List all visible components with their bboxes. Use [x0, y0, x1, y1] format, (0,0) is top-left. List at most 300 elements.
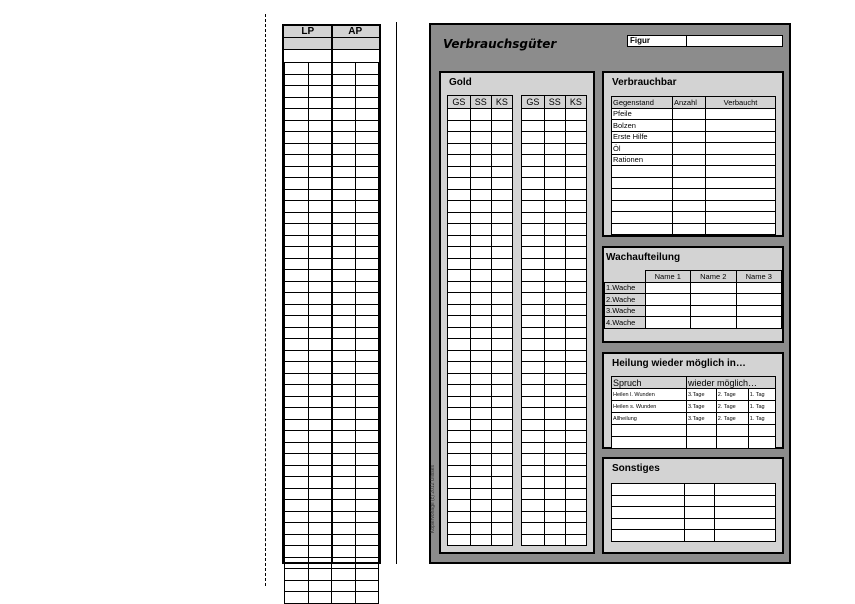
gold-cell[interactable]: [522, 293, 545, 305]
wache-name-cell[interactable]: [691, 294, 737, 306]
sonstiges-cell[interactable]: [715, 518, 776, 530]
tracker-cell[interactable]: [308, 258, 332, 270]
gold-cell[interactable]: [522, 316, 545, 328]
tracker-cell[interactable]: [308, 350, 332, 362]
gold-cell[interactable]: [544, 281, 565, 293]
gold-cell[interactable]: [448, 270, 471, 282]
tracker-cell[interactable]: [332, 201, 356, 213]
tracker-cell[interactable]: [308, 120, 332, 132]
wache-name-cell[interactable]: [736, 305, 782, 317]
tracker-cell[interactable]: [285, 155, 309, 167]
tracker-cell[interactable]: [332, 477, 356, 489]
tracker-cell[interactable]: [355, 212, 379, 224]
gold-cell[interactable]: [491, 396, 512, 408]
gold-cell[interactable]: [491, 270, 512, 282]
gold-cell[interactable]: [448, 500, 471, 512]
tracker-cell[interactable]: [355, 97, 379, 109]
sonstiges-cell[interactable]: [684, 507, 715, 519]
item-count[interactable]: [673, 223, 706, 235]
tracker-cell[interactable]: [355, 132, 379, 144]
gold-cell[interactable]: [565, 120, 586, 132]
tracker-cell[interactable]: [332, 580, 356, 592]
tracker-cell[interactable]: [285, 511, 309, 523]
tracker-cell[interactable]: [332, 350, 356, 362]
gold-cell[interactable]: [565, 166, 586, 178]
tracker-cell[interactable]: [355, 534, 379, 546]
tracker-cell[interactable]: [355, 247, 379, 259]
tracker-cell[interactable]: [332, 247, 356, 259]
gold-cell[interactable]: [565, 258, 586, 270]
gold-cell[interactable]: [522, 431, 545, 443]
gold-cell[interactable]: [470, 281, 491, 293]
gold-cell[interactable]: [448, 442, 471, 454]
gold-cell[interactable]: [448, 465, 471, 477]
tracker-cell[interactable]: [332, 465, 356, 477]
item-name[interactable]: Pfeile: [612, 108, 673, 120]
sonstiges-cell[interactable]: [684, 518, 715, 530]
gold-cell[interactable]: [544, 235, 565, 247]
tracker-cell[interactable]: [285, 431, 309, 443]
gold-cell[interactable]: [470, 327, 491, 339]
tracker-cell[interactable]: [355, 120, 379, 132]
gold-cell[interactable]: [448, 201, 471, 213]
tracker-cell[interactable]: [285, 327, 309, 339]
tracker-cell[interactable]: [355, 86, 379, 98]
tracker-cell[interactable]: [355, 442, 379, 454]
gold-cell[interactable]: [491, 212, 512, 224]
gold-cell[interactable]: [491, 408, 512, 420]
gold-cell[interactable]: [544, 270, 565, 282]
tracker-cell[interactable]: [355, 74, 379, 86]
tracker-cell[interactable]: [308, 63, 332, 75]
gold-cell[interactable]: [470, 373, 491, 385]
tracker-cell[interactable]: [285, 592, 309, 604]
tracker-cell[interactable]: [308, 270, 332, 282]
gold-cell[interactable]: [565, 488, 586, 500]
gold-cell[interactable]: [565, 304, 586, 316]
gold-cell[interactable]: [491, 373, 512, 385]
tracker-cell[interactable]: [355, 178, 379, 190]
tracker-cell[interactable]: [285, 488, 309, 500]
tracker-cell[interactable]: [308, 396, 332, 408]
item-used[interactable]: [706, 223, 776, 235]
tracker-cell[interactable]: [332, 270, 356, 282]
gold-cell[interactable]: [565, 339, 586, 351]
gold-cell[interactable]: [522, 143, 545, 155]
gold-cell[interactable]: [544, 327, 565, 339]
gold-cell[interactable]: [448, 454, 471, 466]
tracker-cell[interactable]: [308, 316, 332, 328]
gold-cell[interactable]: [544, 488, 565, 500]
tracker-cell[interactable]: [332, 189, 356, 201]
gold-cell[interactable]: [544, 178, 565, 190]
tracker-cell[interactable]: [332, 155, 356, 167]
item-count[interactable]: [673, 177, 706, 189]
gold-cell[interactable]: [522, 224, 545, 236]
gold-cell[interactable]: [448, 304, 471, 316]
heilung-cell[interactable]: [748, 425, 775, 437]
tracker-cell[interactable]: [308, 373, 332, 385]
gold-cell[interactable]: [565, 350, 586, 362]
heilung-cell[interactable]: [612, 425, 687, 437]
gold-cell[interactable]: [544, 362, 565, 374]
wache-name-cell[interactable]: [691, 317, 737, 329]
tracker-cell[interactable]: [355, 373, 379, 385]
gold-cell[interactable]: [491, 488, 512, 500]
sonstiges-cell[interactable]: [612, 495, 685, 507]
tracker-cell[interactable]: [332, 500, 356, 512]
gold-cell[interactable]: [491, 316, 512, 328]
tracker-cell[interactable]: [332, 442, 356, 454]
gold-cell[interactable]: [448, 189, 471, 201]
gold-cell[interactable]: [544, 511, 565, 523]
item-count[interactable]: [673, 120, 706, 132]
gold-cell[interactable]: [491, 477, 512, 489]
sonstiges-cell[interactable]: [684, 530, 715, 542]
item-used[interactable]: [706, 212, 776, 224]
gold-cell[interactable]: [448, 178, 471, 190]
gold-cell[interactable]: [448, 373, 471, 385]
gold-cell[interactable]: [470, 500, 491, 512]
tracker-cell[interactable]: [332, 293, 356, 305]
tracker-cell[interactable]: [355, 166, 379, 178]
gold-cell[interactable]: [448, 408, 471, 420]
gold-cell[interactable]: [470, 304, 491, 316]
tracker-cell[interactable]: [308, 511, 332, 523]
item-used[interactable]: [706, 177, 776, 189]
tracker-cell[interactable]: [285, 258, 309, 270]
tracker-cell[interactable]: [285, 454, 309, 466]
days-cell[interactable]: 3.Tage: [687, 413, 717, 425]
tracker-cell[interactable]: [332, 120, 356, 132]
item-name[interactable]: [612, 223, 673, 235]
gold-cell[interactable]: [565, 178, 586, 190]
heilung-cell[interactable]: [687, 425, 717, 437]
tracker-cell[interactable]: [332, 419, 356, 431]
tracker-cell[interactable]: [308, 327, 332, 339]
tracker-cell[interactable]: [308, 281, 332, 293]
tracker-cell[interactable]: [332, 431, 356, 443]
gold-cell[interactable]: [470, 339, 491, 351]
gold-cell[interactable]: [470, 408, 491, 420]
gold-cell[interactable]: [565, 385, 586, 397]
gold-cell[interactable]: [565, 247, 586, 259]
gold-cell[interactable]: [544, 350, 565, 362]
tracker-cell[interactable]: [308, 362, 332, 374]
tracker-cell[interactable]: [332, 86, 356, 98]
gold-cell[interactable]: [544, 523, 565, 535]
gold-cell[interactable]: [491, 258, 512, 270]
gold-cell[interactable]: [448, 281, 471, 293]
gold-cell[interactable]: [491, 304, 512, 316]
tracker-cell[interactable]: [332, 362, 356, 374]
gold-cell[interactable]: [565, 155, 586, 167]
wache-name-cell[interactable]: [691, 282, 737, 294]
item-name[interactable]: [612, 177, 673, 189]
tracker-cell[interactable]: [285, 523, 309, 535]
gold-cell[interactable]: [544, 500, 565, 512]
item-count[interactable]: [673, 212, 706, 224]
gold-cell[interactable]: [522, 350, 545, 362]
tracker-cell[interactable]: [285, 580, 309, 592]
tracker-cell[interactable]: [355, 258, 379, 270]
tracker-cell[interactable]: [285, 316, 309, 328]
gold-cell[interactable]: [544, 316, 565, 328]
sonstiges-cell[interactable]: [715, 484, 776, 496]
gold-cell[interactable]: [565, 408, 586, 420]
tracker-cell[interactable]: [285, 120, 309, 132]
tracker-cell[interactable]: [332, 143, 356, 155]
tracker-cell[interactable]: [332, 327, 356, 339]
tracker-cell[interactable]: [332, 304, 356, 316]
gold-cell[interactable]: [470, 201, 491, 213]
gold-cell[interactable]: [544, 396, 565, 408]
tracker-cell[interactable]: [308, 235, 332, 247]
tracker-cell[interactable]: [285, 63, 309, 75]
wache-name-cell[interactable]: [736, 294, 782, 306]
tracker-cell[interactable]: [355, 235, 379, 247]
gold-cell[interactable]: [565, 431, 586, 443]
tracker-cell[interactable]: [285, 235, 309, 247]
gold-cell[interactable]: [470, 132, 491, 144]
tracker-cell[interactable]: [285, 442, 309, 454]
gold-cell[interactable]: [522, 385, 545, 397]
gold-cell[interactable]: [565, 132, 586, 144]
gold-cell[interactable]: [522, 166, 545, 178]
gold-cell[interactable]: [522, 477, 545, 489]
tracker-cell[interactable]: [308, 201, 332, 213]
tracker-cell[interactable]: [308, 454, 332, 466]
gold-cell[interactable]: [470, 189, 491, 201]
gold-cell[interactable]: [491, 109, 512, 121]
tracker-cell[interactable]: [355, 143, 379, 155]
gold-cell[interactable]: [491, 442, 512, 454]
tracker-cell[interactable]: [332, 74, 356, 86]
tracker-cell[interactable]: [355, 488, 379, 500]
sonstiges-cell[interactable]: [612, 507, 685, 519]
tracker-cell[interactable]: [332, 408, 356, 420]
gold-cell[interactable]: [565, 477, 586, 489]
tracker-cell[interactable]: [308, 557, 332, 569]
tracker-cell[interactable]: [355, 465, 379, 477]
gold-cell[interactable]: [448, 109, 471, 121]
gold-cell[interactable]: [522, 454, 545, 466]
wache-name-cell[interactable]: [645, 305, 691, 317]
gold-cell[interactable]: [470, 465, 491, 477]
gold-cell[interactable]: [565, 373, 586, 385]
tracker-cell[interactable]: [332, 281, 356, 293]
tracker-cell[interactable]: [285, 396, 309, 408]
tracker-cell[interactable]: [285, 419, 309, 431]
tracker-cell[interactable]: [308, 155, 332, 167]
tracker-cell[interactable]: [285, 304, 309, 316]
tracker-cell[interactable]: [355, 281, 379, 293]
gold-cell[interactable]: [491, 247, 512, 259]
gold-cell[interactable]: [448, 385, 471, 397]
gold-cell[interactable]: [565, 523, 586, 535]
heilung-cell[interactable]: [612, 437, 687, 449]
gold-cell[interactable]: [522, 270, 545, 282]
gold-cell[interactable]: [544, 143, 565, 155]
gold-cell[interactable]: [544, 189, 565, 201]
heilung-cell[interactable]: [687, 437, 717, 449]
gold-cell[interactable]: [544, 201, 565, 213]
days-cell[interactable]: 2. Tage: [716, 401, 748, 413]
item-name[interactable]: [612, 212, 673, 224]
tracker-cell[interactable]: [355, 569, 379, 581]
item-used[interactable]: [706, 166, 776, 178]
gold-cell[interactable]: [448, 143, 471, 155]
tracker-cell[interactable]: [332, 592, 356, 604]
tracker-cell[interactable]: [285, 465, 309, 477]
tracker-cell[interactable]: [355, 557, 379, 569]
gold-cell[interactable]: [491, 327, 512, 339]
tracker-cell[interactable]: [285, 281, 309, 293]
item-count[interactable]: [673, 166, 706, 178]
gold-cell[interactable]: [565, 534, 586, 546]
tracker-cell[interactable]: [332, 546, 356, 558]
tracker-cell[interactable]: [332, 212, 356, 224]
gold-cell[interactable]: [544, 247, 565, 259]
gold-cell[interactable]: [470, 454, 491, 466]
gold-cell[interactable]: [522, 120, 545, 132]
gold-cell[interactable]: [544, 132, 565, 144]
days-cell[interactable]: 1. Tag: [748, 413, 775, 425]
item-name[interactable]: Bolzen: [612, 120, 673, 132]
days-cell[interactable]: 3.Tage: [687, 389, 717, 401]
gold-cell[interactable]: [470, 270, 491, 282]
gold-cell[interactable]: [565, 396, 586, 408]
gold-cell[interactable]: [491, 224, 512, 236]
gold-cell[interactable]: [522, 373, 545, 385]
gold-cell[interactable]: [522, 339, 545, 351]
tracker-cell[interactable]: [285, 224, 309, 236]
heilung-cell[interactable]: [748, 437, 775, 449]
tracker-cell[interactable]: [308, 178, 332, 190]
wache-name-cell[interactable]: [645, 317, 691, 329]
tracker-cell[interactable]: [308, 224, 332, 236]
gold-cell[interactable]: [522, 178, 545, 190]
gold-cell[interactable]: [491, 419, 512, 431]
gold-cell[interactable]: [544, 373, 565, 385]
gold-cell[interactable]: [491, 534, 512, 546]
item-name[interactable]: Erste Hilfe: [612, 131, 673, 143]
tracker-cell[interactable]: [332, 97, 356, 109]
tracker-cell[interactable]: [308, 339, 332, 351]
gold-cell[interactable]: [470, 109, 491, 121]
item-name[interactable]: [612, 189, 673, 201]
gold-cell[interactable]: [448, 155, 471, 167]
item-used[interactable]: [706, 189, 776, 201]
tracker-cell[interactable]: [355, 155, 379, 167]
gold-cell[interactable]: [448, 316, 471, 328]
tracker-cell[interactable]: [285, 166, 309, 178]
gold-cell[interactable]: [448, 534, 471, 546]
tracker-cell[interactable]: [332, 569, 356, 581]
gold-cell[interactable]: [544, 477, 565, 489]
tracker-cell[interactable]: [308, 546, 332, 558]
gold-cell[interactable]: [448, 293, 471, 305]
item-used[interactable]: [706, 200, 776, 212]
tracker-cell[interactable]: [285, 500, 309, 512]
sonstiges-cell[interactable]: [612, 484, 685, 496]
tracker-cell[interactable]: [332, 339, 356, 351]
tracker-cell[interactable]: [285, 178, 309, 190]
gold-cell[interactable]: [565, 293, 586, 305]
tracker-cell[interactable]: [332, 109, 356, 121]
gold-cell[interactable]: [448, 523, 471, 535]
gold-cell[interactable]: [448, 362, 471, 374]
tracker-cell[interactable]: [355, 304, 379, 316]
gold-cell[interactable]: [565, 235, 586, 247]
gold-cell[interactable]: [491, 281, 512, 293]
gold-cell[interactable]: [544, 442, 565, 454]
gold-cell[interactable]: [565, 224, 586, 236]
item-name[interactable]: Rationen: [612, 154, 673, 166]
figur-field[interactable]: [627, 35, 783, 47]
gold-cell[interactable]: [491, 500, 512, 512]
tracker-cell[interactable]: [332, 224, 356, 236]
gold-cell[interactable]: [522, 500, 545, 512]
gold-cell[interactable]: [522, 442, 545, 454]
gold-cell[interactable]: [522, 396, 545, 408]
gold-cell[interactable]: [448, 396, 471, 408]
tracker-cell[interactable]: [308, 488, 332, 500]
gold-cell[interactable]: [491, 293, 512, 305]
tracker-cell[interactable]: [308, 109, 332, 121]
tracker-cell[interactable]: [285, 350, 309, 362]
gold-cell[interactable]: [470, 511, 491, 523]
tracker-cell[interactable]: [355, 419, 379, 431]
tracker-cell[interactable]: [285, 143, 309, 155]
gold-cell[interactable]: [448, 258, 471, 270]
gold-cell[interactable]: [470, 235, 491, 247]
tracker-cell[interactable]: [355, 189, 379, 201]
tracker-cell[interactable]: [285, 212, 309, 224]
tracker-cell[interactable]: [308, 534, 332, 546]
tracker-cell[interactable]: [308, 592, 332, 604]
tracker-cell[interactable]: [355, 201, 379, 213]
sonstiges-cell[interactable]: [715, 495, 776, 507]
wache-name-cell[interactable]: [645, 282, 691, 294]
gold-cell[interactable]: [470, 316, 491, 328]
tracker-cell[interactable]: [285, 373, 309, 385]
gold-cell[interactable]: [544, 339, 565, 351]
gold-cell[interactable]: [470, 293, 491, 305]
gold-cell[interactable]: [544, 293, 565, 305]
gold-cell[interactable]: [522, 419, 545, 431]
gold-cell[interactable]: [565, 189, 586, 201]
gold-cell[interactable]: [544, 212, 565, 224]
tracker-cell[interactable]: [355, 511, 379, 523]
gold-cell[interactable]: [522, 488, 545, 500]
gold-cell[interactable]: [448, 488, 471, 500]
tracker-cell[interactable]: [285, 293, 309, 305]
gold-cell[interactable]: [448, 120, 471, 132]
tracker-cell[interactable]: [355, 454, 379, 466]
tracker-cell[interactable]: [308, 132, 332, 144]
gold-cell[interactable]: [470, 212, 491, 224]
gold-cell[interactable]: [491, 155, 512, 167]
gold-cell[interactable]: [522, 235, 545, 247]
tracker-cell[interactable]: [355, 63, 379, 75]
item-used[interactable]: [706, 120, 776, 132]
tracker-cell[interactable]: [332, 235, 356, 247]
tracker-cell[interactable]: [308, 293, 332, 305]
gold-cell[interactable]: [522, 212, 545, 224]
tracker-cell[interactable]: [355, 224, 379, 236]
tracker-cell[interactable]: [308, 500, 332, 512]
